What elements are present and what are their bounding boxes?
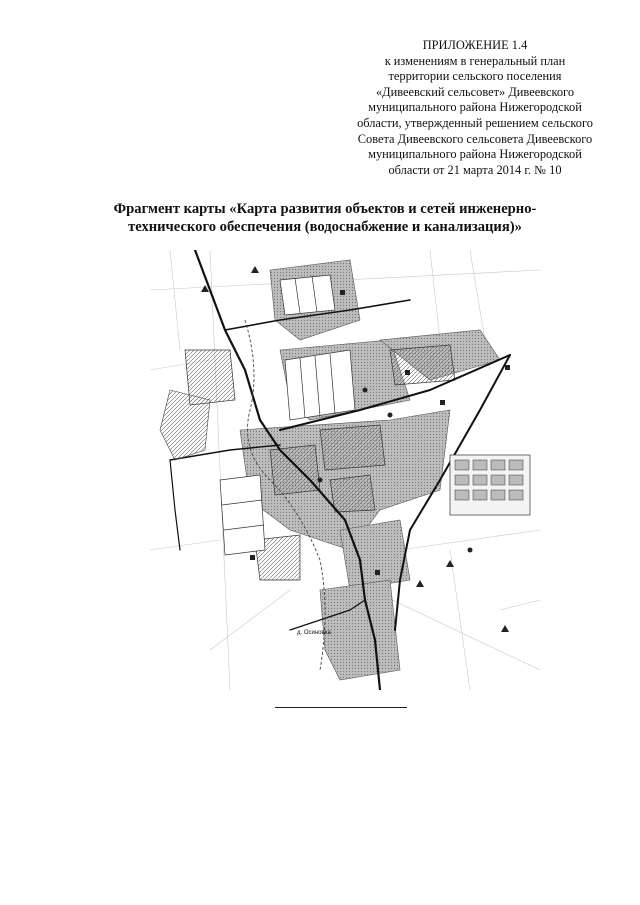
- appendix-line: муниципального района Нижегородской: [368, 147, 582, 162]
- bottom-separator-line: [275, 707, 407, 708]
- document-title: [60, 200, 590, 236]
- map-image: [150, 250, 540, 690]
- title-line-1: Фрагмент карты «Карта развития объектов и сетей инженерно-: [113, 201, 537, 217]
- appendix-line: Совета Дивеевского сельсовета Дивеевского: [357, 131, 593, 146]
- map-fragment: [150, 250, 540, 690]
- forest-patch: [160, 390, 210, 460]
- appendix-line: территории сельского поселения: [388, 69, 562, 84]
- appendix-line: области от 21 марта 2014 г. № 10: [388, 162, 562, 177]
- title-line-2: технического обеспечения (водоснабжение и канализация)»: [128, 219, 522, 235]
- appendix-line: к изменениям в генеральный план: [384, 53, 566, 68]
- appendix-line: «Дивеевский сельсовет» Дивеевского: [375, 84, 575, 99]
- appendix-line: области, утвержденный решением сельского: [357, 115, 593, 130]
- appendix-line: муниципального района Нижегородской: [368, 100, 582, 115]
- appendix-line: ПРИЛОЖЕНИЕ 1.4: [422, 38, 528, 52]
- village-label: д. Осиновка: [297, 630, 331, 636]
- map-legend-block: [450, 455, 530, 515]
- appendix-header: [330, 38, 620, 178]
